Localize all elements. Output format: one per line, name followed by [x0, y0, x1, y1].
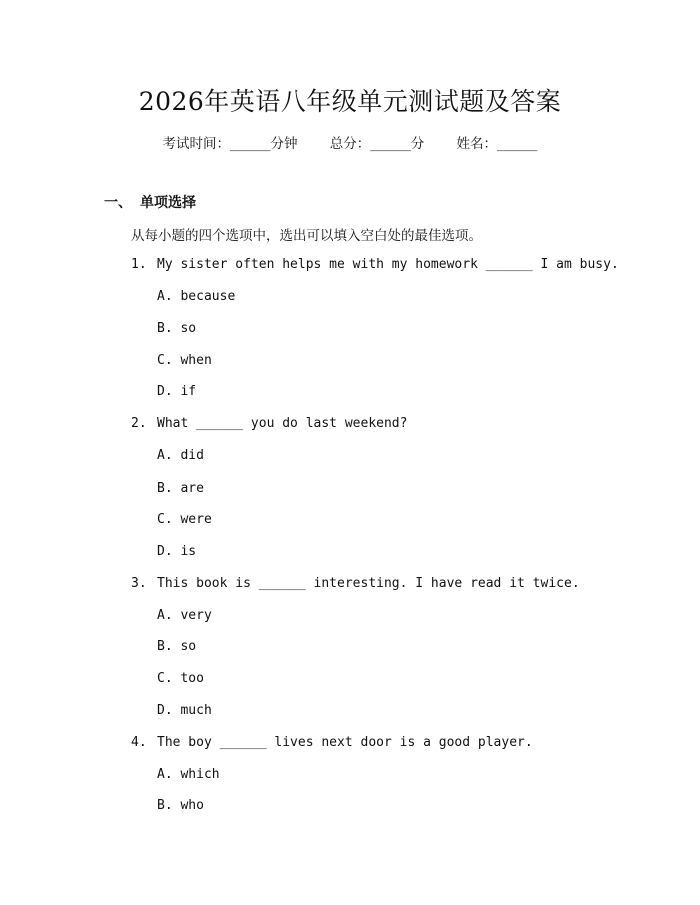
- question-4: [131, 735, 533, 750]
- page-title: 2026年英语八年级单元测试题及答案: [138, 87, 562, 116]
- total-score-field: 总分：______分: [329, 136, 425, 152]
- section-title: 单项选择: [140, 195, 196, 211]
- section-number: 一、: [104, 195, 132, 211]
- question-2: [131, 416, 407, 431]
- question-number: 2.: [131, 416, 147, 431]
- question-2-option-a: A. did: [157, 448, 204, 463]
- question-3-option-d: D. much: [157, 703, 212, 718]
- question-number: 3.: [131, 576, 147, 591]
- question-2-option-b: B. are: [157, 481, 204, 496]
- question-3-option-b: B. so: [157, 639, 197, 654]
- question-1-option-b: B. so: [157, 321, 197, 336]
- question-text: This book is ______ interesting. I have read it twice.: [157, 576, 580, 591]
- exam-time-field: 考试时间：______分钟: [162, 136, 298, 152]
- question-number: 1.: [131, 257, 147, 272]
- question-1-option-c: C. when: [157, 353, 212, 368]
- question-1-option-a: A. because: [157, 289, 236, 304]
- question-text: The boy ______ lives next door is a good player.: [157, 735, 533, 750]
- section-instruction: 从每小题的四个选项中，选出可以填入空白处的最佳选项。: [131, 228, 482, 244]
- question-3: [131, 576, 580, 591]
- question-3-option-c: C. too: [157, 671, 204, 686]
- question-1-option-d: D. if: [157, 384, 197, 399]
- question-2-option-d: D. is: [157, 544, 197, 559]
- student-name-field: 姓名：______: [456, 136, 538, 152]
- question-1: [131, 257, 619, 272]
- question-2-option-c: C. were: [157, 512, 212, 527]
- section-heading: [104, 192, 196, 212]
- question-3-option-a: A. very: [157, 608, 212, 623]
- question-text: My sister often helps me with my homework ______ I am busy.: [157, 257, 619, 272]
- question-text: What ______ you do last weekend?: [157, 416, 408, 431]
- question-4-option-b: B. who: [157, 798, 204, 813]
- question-number: 4.: [131, 735, 147, 750]
- exam-info-row: [0, 132, 700, 152]
- question-4-option-a: A. which: [157, 767, 220, 782]
